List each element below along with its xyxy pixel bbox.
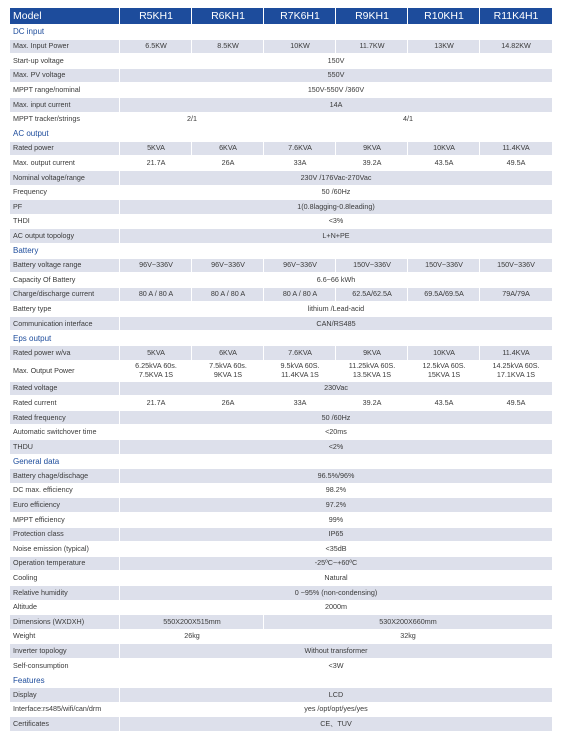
column-divider <box>407 346 408 360</box>
column-divider <box>263 288 264 302</box>
column-divider <box>119 8 120 24</box>
header-model-name: R5KH1 <box>139 9 173 22</box>
table-row <box>10 200 552 215</box>
row-value: CE、TUV <box>320 718 352 728</box>
row-value: 12.5kVA 60S. 15KVA 1S <box>422 361 466 379</box>
table-row <box>10 586 552 601</box>
column-divider <box>407 396 408 410</box>
row-value: 530X200X660mm <box>379 616 437 626</box>
row-value: 6KVA <box>219 143 237 153</box>
row-value: 80 A / 80 A <box>282 289 318 299</box>
header-model-name: R6KH1 <box>211 9 245 22</box>
row-value: 230Vac <box>324 383 348 393</box>
section-heading <box>10 455 552 470</box>
row-value: 26kg <box>184 631 200 641</box>
row-value: 32kg <box>400 631 416 641</box>
section-title: AC output <box>13 129 49 139</box>
section-title: Eps output <box>13 333 52 343</box>
column-divider <box>119 186 120 200</box>
column-divider <box>119 425 120 439</box>
table-row <box>10 498 552 513</box>
table-row <box>10 542 552 557</box>
column-divider <box>479 40 480 54</box>
row-label: Battery chage/dischage <box>13 470 89 480</box>
row-value: 33A <box>293 397 307 407</box>
column-divider <box>119 259 120 273</box>
row-value: 150V~336V <box>497 260 535 270</box>
row-value: 2/1 <box>187 114 197 124</box>
column-divider <box>263 396 264 410</box>
section-heading <box>10 331 552 346</box>
column-divider <box>119 83 120 97</box>
row-value: 6.5KW <box>145 41 167 51</box>
column-divider <box>119 156 120 170</box>
column-divider <box>407 156 408 170</box>
row-label: Start-up voltage <box>13 55 64 65</box>
table-row <box>10 259 552 274</box>
row-value: 11.4KVA <box>502 143 530 153</box>
column-divider <box>119 273 120 287</box>
row-value: 79A/79A <box>502 289 530 299</box>
row-value: 150V~336V <box>353 260 391 270</box>
row-value: <20ms <box>325 427 347 437</box>
column-divider <box>119 484 120 498</box>
row-value: 1(0.8lagging-0.8leading) <box>297 201 375 211</box>
section-title: DC input <box>13 27 45 37</box>
column-divider <box>335 396 336 410</box>
column-divider <box>191 396 192 410</box>
section-heading <box>10 25 552 40</box>
row-label: Capacity Of Battery <box>13 274 76 284</box>
table-row <box>10 288 552 303</box>
column-divider <box>119 586 120 600</box>
row-value: 7.6KVA <box>288 143 312 153</box>
row-label: Charge/discharge current <box>13 289 95 299</box>
row-label: Noise emission (typical) <box>13 543 89 553</box>
column-divider <box>479 142 480 156</box>
table-row <box>10 688 552 703</box>
row-label: Interface:rs485/wifi/can/drm <box>13 704 102 714</box>
table-row <box>10 229 552 244</box>
row-value: 5KVA <box>147 143 165 153</box>
row-value: 69.5A/69.5A <box>424 289 464 299</box>
row-value: 62.5A/62.5A <box>352 289 392 299</box>
row-value: LCD <box>328 689 344 699</box>
table-row <box>10 69 552 84</box>
column-divider <box>335 288 336 302</box>
section-title: Features <box>13 675 45 685</box>
row-value: 96V~336V <box>283 260 317 270</box>
row-value: 7.5kVA 60s. 9KVA 1S <box>209 361 247 379</box>
column-divider <box>407 361 408 381</box>
table-header-row <box>10 8 552 25</box>
row-value: 49.5A <box>506 158 526 167</box>
column-divider <box>119 382 120 396</box>
row-value: 150V-550V /360V <box>307 85 365 95</box>
row-label: Operation temperature <box>13 558 86 568</box>
table-row <box>10 484 552 499</box>
row-label: THDU <box>13 441 33 451</box>
table-row <box>10 557 552 572</box>
column-divider <box>479 346 480 360</box>
column-divider <box>119 171 120 185</box>
row-value: 10KVA <box>433 347 455 357</box>
row-label: Max. output current <box>13 158 75 167</box>
column-divider <box>119 142 120 156</box>
column-divider <box>191 40 192 54</box>
row-label: MPPT efficiency <box>13 514 65 524</box>
column-divider <box>479 288 480 302</box>
row-value: 9KVA <box>363 143 381 153</box>
row-value: 26A <box>221 158 235 167</box>
row-label: Rated power <box>13 143 54 153</box>
column-divider <box>263 113 264 127</box>
column-divider <box>263 8 264 24</box>
row-value: yes /opt/opt/yes/yes <box>304 704 368 714</box>
row-value: 49.5A <box>506 397 526 407</box>
column-divider <box>191 288 192 302</box>
row-label: Max. Input Power <box>13 41 69 51</box>
header-model-name: R10KH1 <box>424 9 464 22</box>
row-value: 96V~336V <box>211 260 245 270</box>
section-title: General data <box>13 456 60 466</box>
table-row <box>10 382 552 397</box>
row-value: 43.5A <box>434 397 454 407</box>
table-row <box>10 346 552 361</box>
column-divider <box>119 215 120 229</box>
row-value: 11.7KW <box>359 41 385 51</box>
row-value: 33A <box>293 158 307 167</box>
column-divider <box>119 40 120 54</box>
table-row <box>10 601 552 616</box>
column-divider <box>191 346 192 360</box>
table-row <box>10 302 552 317</box>
column-divider <box>119 615 120 629</box>
row-value: 50 /60Hz <box>321 187 351 197</box>
row-value: 10KVA <box>433 143 455 153</box>
table-row <box>10 440 552 455</box>
column-divider <box>263 142 264 156</box>
column-divider <box>119 54 120 68</box>
row-value: 21.7A <box>146 397 166 407</box>
row-label: PF <box>13 201 23 211</box>
row-label: Max. input current <box>13 99 71 109</box>
row-label: Altitude <box>13 602 37 612</box>
column-divider <box>119 98 120 112</box>
column-divider <box>119 659 120 673</box>
row-value: lithium /Lead-acid <box>307 303 365 313</box>
column-divider <box>263 259 264 273</box>
column-divider <box>119 630 120 644</box>
row-value: 9KVA <box>363 347 381 357</box>
row-value: 230V /176Vac-270Vac <box>300 172 372 182</box>
column-divider <box>119 703 120 717</box>
row-label: THDI <box>13 216 30 226</box>
table-row <box>10 659 552 674</box>
row-label: Frequency <box>13 187 47 197</box>
row-value: -25ºC~+60ºC <box>314 558 358 568</box>
row-value: 96V~336V <box>139 260 173 270</box>
table-row <box>10 273 552 288</box>
column-divider <box>119 513 120 527</box>
row-label: Protection class <box>13 529 64 539</box>
column-divider <box>119 113 120 127</box>
table-row <box>10 83 552 98</box>
table-row <box>10 513 552 528</box>
row-value: 8.5KW <box>217 41 239 51</box>
row-value: 96.5%/96% <box>317 470 355 480</box>
row-value: 150V <box>327 55 345 65</box>
row-value: 7.6KVA <box>288 347 312 357</box>
row-label: Relative humidity <box>13 587 68 597</box>
row-label: AC output topology <box>13 230 75 240</box>
row-label: Communication interface <box>13 318 93 328</box>
column-divider <box>119 688 120 702</box>
table-row <box>10 717 552 732</box>
row-value: Natural <box>324 573 348 583</box>
row-value: 50 /60Hz <box>321 412 351 422</box>
row-value: 80 A / 80 A <box>138 289 174 299</box>
column-divider <box>119 396 120 410</box>
row-label: DC max. efficiency <box>13 485 73 495</box>
column-divider <box>119 557 120 571</box>
column-divider <box>119 200 120 214</box>
table-row <box>10 156 552 171</box>
row-label: Cooling <box>13 573 38 583</box>
row-value: 14.25kVA 60S. 17.1KVA 1S <box>492 361 540 379</box>
column-divider <box>407 142 408 156</box>
table-row <box>10 113 552 128</box>
column-divider <box>479 156 480 170</box>
table-row <box>10 411 552 426</box>
section-title: Battery <box>13 246 39 256</box>
row-value: 11.25kVA 60S. 13.5KVA 1S <box>348 361 396 379</box>
row-value: 80 A / 80 A <box>210 289 246 299</box>
row-label: Inverter topology <box>13 646 67 655</box>
spec-table <box>10 8 552 732</box>
row-label: Nominal voltage/range <box>13 172 85 182</box>
row-value: 150V~336V <box>425 260 463 270</box>
column-divider <box>191 259 192 273</box>
column-divider <box>119 469 120 483</box>
column-divider <box>191 142 192 156</box>
column-divider <box>119 644 120 658</box>
row-value: <35dB <box>325 543 347 553</box>
row-value: L+N+PE <box>322 230 350 240</box>
section-heading <box>10 674 552 689</box>
row-value: <2% <box>328 441 344 451</box>
row-value: 13KW <box>434 41 454 51</box>
column-divider <box>119 440 120 454</box>
column-divider <box>191 156 192 170</box>
row-label: Euro efficiency <box>13 500 61 510</box>
row-label: Max. Output Power <box>13 365 75 375</box>
column-divider <box>335 156 336 170</box>
column-divider <box>407 8 408 24</box>
row-label: Battery voltage range <box>13 260 82 270</box>
table-row <box>10 630 552 645</box>
row-value: 43.5A <box>434 158 454 167</box>
row-value: 6KVA <box>219 347 237 357</box>
table-row <box>10 317 552 332</box>
row-value: 5KVA <box>147 347 165 357</box>
row-label: Max. PV voltage <box>13 70 66 80</box>
column-divider <box>119 411 120 425</box>
column-divider <box>119 317 120 331</box>
row-value: 26A <box>221 397 235 407</box>
column-divider <box>335 346 336 360</box>
row-label: Automatic switchover time <box>13 427 97 437</box>
column-divider <box>191 8 192 24</box>
column-divider <box>335 142 336 156</box>
row-value: 11.4KVA <box>502 347 530 357</box>
table-row <box>10 54 552 69</box>
column-divider <box>335 361 336 381</box>
row-value: 10KW <box>290 41 310 51</box>
header-model-name: R9KH1 <box>355 9 389 22</box>
column-divider <box>119 542 120 556</box>
row-value: <3% <box>328 216 344 226</box>
row-value: 9.5kVA 60S. 11.4KVA 1S <box>280 361 320 379</box>
column-divider <box>263 615 264 629</box>
row-value: 6.6~66 kWh <box>316 274 356 284</box>
row-value: 39.2A <box>362 158 382 167</box>
row-value: 550V <box>327 70 345 80</box>
row-value: 4/1 <box>403 114 413 124</box>
column-divider <box>119 302 120 316</box>
row-label: Display <box>13 689 37 699</box>
row-label: Self-consumption <box>13 660 69 670</box>
row-label: MPPT range/nominal <box>13 85 81 95</box>
section-heading <box>10 244 552 259</box>
column-divider <box>335 8 336 24</box>
row-value: 14A <box>329 99 343 109</box>
column-divider <box>119 361 120 381</box>
row-label: Rated voltage <box>13 383 58 393</box>
column-divider <box>479 396 480 410</box>
row-label: Battery type <box>13 303 52 313</box>
row-value: Without transformer <box>304 646 368 655</box>
column-divider <box>119 601 120 615</box>
row-value: 97.2% <box>325 500 347 510</box>
row-value: 99% <box>328 514 344 524</box>
header-model-label: Model <box>13 9 42 22</box>
table-row <box>10 571 552 586</box>
column-divider <box>119 498 120 512</box>
table-row <box>10 703 552 718</box>
row-label: MPPT tracker/strings <box>13 114 80 124</box>
column-divider <box>263 630 264 644</box>
table-row <box>10 40 552 55</box>
row-value: 6.25kVA 60s. 7.5KVA 1S <box>135 361 177 379</box>
column-divider <box>263 361 264 381</box>
column-divider <box>119 229 120 243</box>
row-value: 550X200X515mm <box>163 616 221 626</box>
column-divider <box>479 259 480 273</box>
column-divider <box>407 259 408 273</box>
column-divider <box>479 361 480 381</box>
row-value: 2000m <box>325 602 347 612</box>
table-row <box>10 186 552 201</box>
column-divider <box>335 259 336 273</box>
row-label: Certificates <box>13 718 49 728</box>
section-heading <box>10 127 552 142</box>
row-value: 39.2A <box>362 397 382 407</box>
row-label: Weight <box>13 631 36 641</box>
table-row <box>10 469 552 484</box>
row-label: Rated frequency <box>13 412 66 422</box>
column-divider <box>119 346 120 360</box>
table-row <box>10 215 552 230</box>
column-divider <box>263 40 264 54</box>
header-model-name: R7K6H1 <box>280 9 320 22</box>
column-divider <box>119 571 120 585</box>
column-divider <box>479 8 480 24</box>
column-divider <box>407 288 408 302</box>
table-row <box>10 171 552 186</box>
table-row <box>10 425 552 440</box>
table-row <box>10 644 552 659</box>
row-value: IP65 <box>328 529 344 539</box>
table-row <box>10 615 552 630</box>
column-divider <box>119 69 120 83</box>
column-divider <box>119 288 120 302</box>
table-row <box>10 361 552 382</box>
row-value: 14.82KW <box>501 41 531 51</box>
table-row <box>10 528 552 543</box>
column-divider <box>191 361 192 381</box>
row-value: CAN/RS485 <box>316 318 356 328</box>
row-value: 0 ~95% (non-condensing) <box>294 587 378 597</box>
column-divider <box>335 40 336 54</box>
table-row <box>10 142 552 157</box>
row-value: 98.2% <box>325 485 347 495</box>
column-divider <box>119 717 120 731</box>
column-divider <box>263 346 264 360</box>
column-divider <box>407 40 408 54</box>
table-row <box>10 98 552 113</box>
row-value: 21.7A <box>146 158 166 167</box>
table-row <box>10 396 552 411</box>
column-divider <box>119 528 120 542</box>
row-label: Rated current <box>13 397 57 407</box>
row-label: Dimensions (WXDXH) <box>13 616 85 626</box>
row-label: Rated power w/va <box>13 347 71 357</box>
column-divider <box>263 156 264 170</box>
header-model-name: R11K4H1 <box>493 9 539 22</box>
row-value: <3W <box>328 660 344 670</box>
